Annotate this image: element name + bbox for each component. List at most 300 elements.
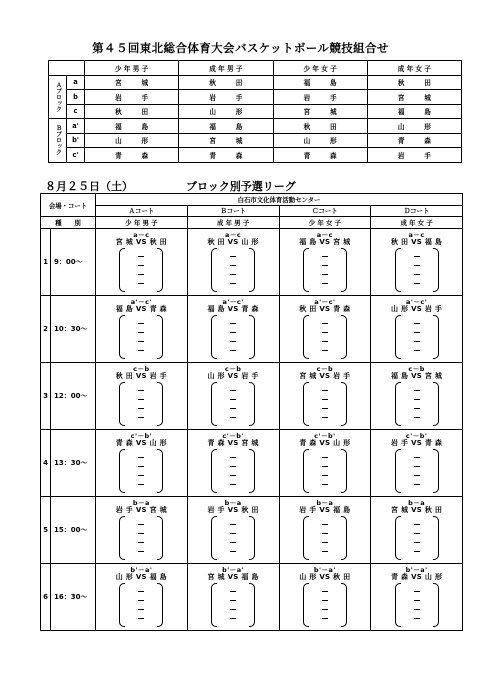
pairing-code: a－c [225, 230, 242, 239]
score-dash [230, 475, 236, 476]
score-dash [322, 332, 328, 333]
score-dash [230, 399, 236, 400]
score-dash [322, 551, 328, 552]
pairing-header: 少 年 男 子 [85, 61, 179, 76]
score-dash [138, 283, 144, 284]
score-dash [138, 551, 144, 552]
matchup: 宮 城 VS 秋 田 [115, 237, 167, 246]
game-cell [371, 295, 463, 362]
matchup: 福 島 VS 宮 城 [391, 371, 443, 380]
matchup: 宮 城 VS 福 島 [207, 572, 259, 581]
game-cell [96, 563, 188, 630]
left-bracket [211, 516, 217, 560]
pairing-code: a'－c' [314, 297, 336, 306]
score-dash [414, 551, 420, 552]
league-heading: ブロック別予選リーグ [186, 180, 296, 193]
score-box [119, 516, 163, 560]
pairing-code: a'－c' [222, 297, 244, 306]
slot-time: 13：30～ [54, 458, 88, 467]
right-bracket [341, 449, 347, 493]
pairing-code: c－b [316, 364, 334, 373]
team-cell: 秋 田 [273, 119, 367, 134]
team-slot: c [67, 104, 85, 119]
pairing-header-row [49, 61, 462, 76]
team-cell: 福 島 [273, 75, 367, 90]
team-cell: 福 島 [179, 119, 273, 134]
left-bracket [119, 248, 125, 292]
score-dash [414, 399, 420, 400]
left-bracket [303, 248, 309, 292]
score-dash [138, 457, 144, 458]
left-bracket [395, 382, 401, 426]
score-dash [414, 417, 420, 418]
left-bracket [395, 248, 401, 292]
left-bracket [119, 382, 125, 426]
game-cell [371, 496, 463, 563]
score-dash [230, 283, 236, 284]
score-dash [322, 323, 328, 324]
time-slot [41, 362, 96, 429]
score-dash [230, 466, 236, 467]
score-dash [230, 551, 236, 552]
pairing-corner [49, 61, 85, 76]
right-bracket [157, 449, 163, 493]
team-cell: 福 島 [85, 119, 179, 134]
team-slot: b [67, 90, 85, 105]
score-dash [414, 600, 420, 601]
left-bracket [119, 583, 125, 627]
time-slot-row [41, 563, 463, 630]
team-cell: 青 森 [367, 133, 461, 148]
score-dash [230, 323, 236, 324]
matchup: 青 森 VS 山 形 [391, 572, 443, 581]
category-header: 成 年 女 子 [371, 217, 463, 229]
pairing-row [49, 90, 462, 105]
matchup: 岩 手 VS 福 島 [299, 505, 351, 514]
game-cell [371, 429, 463, 496]
matchup: 山 形 VS 岩 手 [207, 371, 259, 380]
team-slot: c' [67, 148, 85, 163]
right-bracket [157, 583, 163, 627]
time-slot-row [41, 362, 463, 429]
score-box [211, 382, 255, 426]
score-dash [138, 408, 144, 409]
team-cell: 宮 城 [179, 133, 273, 148]
right-bracket [341, 583, 347, 627]
pairing-code: a－c [133, 230, 150, 239]
game-cell [96, 295, 188, 362]
date-heading: ８月２５日（土） [45, 180, 133, 193]
score-dash [414, 283, 420, 284]
time-slot-row [41, 228, 463, 295]
matchup: 青 森 VS 山 形 [299, 438, 351, 447]
score-dash [414, 475, 420, 476]
game-cell [279, 362, 371, 429]
right-bracket [433, 248, 439, 292]
team-slot: a' [67, 119, 85, 134]
category-label: 種 別 [41, 217, 96, 229]
game-cell [187, 563, 279, 630]
pairing-code: a－c [316, 230, 333, 239]
left-bracket [211, 248, 217, 292]
score-dash [230, 618, 236, 619]
right-bracket [157, 516, 163, 560]
game-cell [279, 228, 371, 295]
left-bracket [211, 449, 217, 493]
matchup: 秋 田 VS 福 島 [391, 237, 443, 246]
score-dash [322, 533, 328, 534]
score-dash [230, 390, 236, 391]
score-box [119, 248, 163, 292]
team-cell: 青 森 [85, 148, 179, 163]
score-dash [414, 256, 420, 257]
right-bracket [157, 382, 163, 426]
score-dash [322, 274, 328, 275]
right-bracket [341, 248, 347, 292]
team-cell: 秋 田 [179, 75, 273, 90]
score-dash [322, 600, 328, 601]
score-dash [322, 350, 328, 351]
score-dash [322, 408, 328, 409]
game-cell [279, 563, 371, 630]
slot-number: 5 [41, 497, 51, 563]
category-header: 成 年 男 子 [187, 217, 279, 229]
block-a-label: Ａブロック [49, 75, 67, 119]
pairing-code: c－b [408, 364, 425, 373]
score-dash [414, 618, 420, 619]
score-box [211, 583, 255, 627]
score-dash [230, 265, 236, 266]
schedule-table [40, 193, 463, 631]
score-box [211, 449, 255, 493]
score-dash [322, 591, 328, 592]
left-bracket [119, 449, 125, 493]
matchup: 青 森 VS 山 形 [115, 438, 167, 447]
right-bracket [433, 516, 439, 560]
right-bracket [341, 382, 347, 426]
time-slot-row [41, 496, 463, 563]
pairing-code: c'－b' [222, 431, 244, 440]
game-cell [187, 228, 279, 295]
score-dash [322, 390, 328, 391]
left-bracket [303, 516, 309, 560]
venue-label: 会場・コート [41, 194, 96, 217]
score-dash [322, 466, 328, 467]
score-box [119, 583, 163, 627]
matchup: 山 形 VS 岩 手 [391, 304, 443, 313]
pairing-code: c－b [133, 364, 150, 373]
matchup: 山 形 VS 福 島 [115, 572, 167, 581]
score-dash [230, 274, 236, 275]
score-dash [414, 609, 420, 610]
score-dash [414, 332, 420, 333]
right-bracket [249, 248, 255, 292]
score-dash [230, 350, 236, 351]
pairing-code: b'－a' [130, 565, 153, 574]
time-slot [41, 496, 96, 563]
matchup: 秋 田 VS 青 森 [299, 304, 351, 313]
game-cell [371, 228, 463, 295]
slot-number: 2 [41, 296, 51, 362]
matchup: 秋 田 VS 岩 手 [115, 371, 167, 380]
score-dash [322, 524, 328, 525]
pairing-row [49, 148, 462, 163]
left-bracket [303, 449, 309, 493]
game-cell [96, 228, 188, 295]
pairing-header: 成 年 男 子 [179, 61, 273, 76]
left-bracket [303, 315, 309, 359]
score-box [211, 315, 255, 359]
score-box [395, 315, 439, 359]
score-box [395, 382, 439, 426]
score-dash [230, 256, 236, 257]
score-box [395, 516, 439, 560]
pairing-code: c'－b' [405, 431, 428, 440]
right-bracket [249, 315, 255, 359]
pairing-code: b－a [408, 498, 426, 507]
pairing-code: c'－b' [314, 431, 336, 440]
score-box [303, 382, 347, 426]
score-box [395, 583, 439, 627]
score-dash [414, 390, 420, 391]
team-cell: 山 形 [367, 119, 461, 134]
score-dash [322, 256, 328, 257]
score-dash [138, 466, 144, 467]
score-dash [414, 591, 420, 592]
time-slot [41, 429, 96, 496]
right-bracket [157, 248, 163, 292]
pairing-code: c－b [224, 364, 242, 373]
left-bracket [303, 583, 309, 627]
pairing-code: b'－a' [222, 565, 245, 574]
matchup: 福 島 VS 青 森 [207, 304, 259, 313]
pairing-code: c'－b' [130, 431, 153, 440]
time-slot [41, 228, 96, 295]
left-bracket [395, 516, 401, 560]
court-header: Ｂコート [187, 205, 279, 217]
team-cell: 山 形 [179, 104, 273, 119]
left-bracket [211, 315, 217, 359]
pairing-table [48, 60, 462, 163]
score-box [395, 449, 439, 493]
score-dash [322, 475, 328, 476]
left-bracket [119, 516, 125, 560]
category-header: 少 年 女 子 [279, 217, 371, 229]
right-bracket [433, 449, 439, 493]
score-dash [138, 524, 144, 525]
score-dash [322, 484, 328, 485]
pairing-code: a－c [408, 230, 425, 239]
time-slot-row [41, 295, 463, 362]
score-dash [138, 323, 144, 324]
game-cell [187, 429, 279, 496]
team-cell: 山 形 [85, 133, 179, 148]
score-dash [414, 350, 420, 351]
team-cell: 岩 手 [367, 148, 461, 163]
score-dash [322, 265, 328, 266]
matchup: 福 島 VS 青 森 [115, 304, 167, 313]
score-dash [230, 591, 236, 592]
time-slot [41, 563, 96, 630]
slot-time: 10：30～ [54, 324, 88, 333]
left-bracket [395, 583, 401, 627]
team-cell: 宮 城 [273, 104, 367, 119]
matchup: 青 森 VS 宮 城 [207, 438, 259, 447]
score-dash [230, 332, 236, 333]
game-cell [96, 362, 188, 429]
slot-number: 6 [41, 564, 51, 630]
court-header: Ａコート [96, 205, 188, 217]
score-box [395, 248, 439, 292]
score-dash [138, 591, 144, 592]
score-dash [138, 265, 144, 266]
score-dash [138, 600, 144, 601]
matchup: 岩 手 VS 青 森 [391, 438, 443, 447]
pairing-code: b'－a' [313, 565, 336, 574]
score-dash [230, 408, 236, 409]
time-slot-row [41, 429, 463, 496]
score-dash [138, 256, 144, 257]
pairing-row [49, 119, 462, 134]
left-bracket [211, 583, 217, 627]
right-bracket [433, 382, 439, 426]
score-dash [230, 533, 236, 534]
game-cell [187, 496, 279, 563]
team-cell: 青 森 [179, 148, 273, 163]
score-box [211, 516, 255, 560]
category-row [41, 217, 463, 229]
slot-number: 4 [41, 430, 51, 496]
score-dash [414, 457, 420, 458]
score-dash [230, 341, 236, 342]
score-dash [138, 618, 144, 619]
score-dash [138, 475, 144, 476]
score-dash [414, 274, 420, 275]
matchup: 秋 田 VS 山 形 [207, 237, 259, 246]
score-dash [414, 466, 420, 467]
right-bracket [341, 315, 347, 359]
team-slot: b' [67, 133, 85, 148]
score-dash [230, 600, 236, 601]
score-dash [414, 484, 420, 485]
team-cell: 山 形 [273, 133, 367, 148]
game-cell [96, 429, 188, 496]
score-dash [138, 417, 144, 418]
score-dash [138, 399, 144, 400]
team-cell: 秋 田 [367, 75, 461, 90]
block-b-label: Ｂブロック [49, 119, 67, 163]
matchup: 山 形 VS 秋 田 [299, 572, 351, 581]
slot-time: 15：00～ [54, 525, 88, 534]
slot-number: 3 [41, 363, 51, 429]
score-dash [138, 350, 144, 351]
matchup: 岩 手 VS 秋 田 [207, 505, 259, 514]
left-bracket [395, 315, 401, 359]
slot-number: 1 [41, 229, 51, 295]
pairing-row [49, 104, 462, 119]
score-dash [230, 417, 236, 418]
score-dash [138, 484, 144, 485]
team-cell: 岩 手 [179, 90, 273, 105]
game-cell [279, 429, 371, 496]
court-header: Ｃコート [279, 205, 371, 217]
score-box [211, 248, 255, 292]
team-cell: 福 島 [367, 104, 461, 119]
team-cell: 宮 城 [367, 90, 461, 105]
game-cell [371, 563, 463, 630]
game-cell [371, 362, 463, 429]
score-dash [138, 341, 144, 342]
pairing-code: b－a [224, 498, 242, 507]
pairing-row [49, 75, 462, 90]
venue-name: 白石市文化体育活動センター [96, 194, 463, 206]
right-bracket [249, 516, 255, 560]
game-cell [96, 496, 188, 563]
right-bracket [249, 382, 255, 426]
pairing-code: a'－c' [406, 297, 428, 306]
pairing-header: 少 年 女 子 [273, 61, 367, 76]
score-dash [322, 618, 328, 619]
team-cell: 岩 手 [273, 90, 367, 105]
score-dash [322, 399, 328, 400]
team-cell: 青 森 [273, 148, 367, 163]
team-slot: a [67, 75, 85, 90]
pairing-code: b'－a' [405, 565, 428, 574]
left-bracket [211, 382, 217, 426]
game-cell [279, 496, 371, 563]
score-dash [414, 408, 420, 409]
venue-row [41, 194, 463, 206]
pairing-code: b－a [316, 498, 334, 507]
score-box [303, 248, 347, 292]
score-dash [414, 265, 420, 266]
pairing-header: 成 年 女 子 [367, 61, 461, 76]
score-dash [138, 332, 144, 333]
right-bracket [433, 315, 439, 359]
score-dash [322, 417, 328, 418]
court-header: Ｄコート [371, 205, 463, 217]
right-bracket [249, 449, 255, 493]
game-cell [279, 295, 371, 362]
score-dash [414, 524, 420, 525]
slot-time: 9：00～ [54, 257, 83, 266]
game-cell [187, 362, 279, 429]
score-dash [414, 323, 420, 324]
score-dash [138, 390, 144, 391]
right-bracket [341, 516, 347, 560]
score-dash [322, 341, 328, 342]
matchup: 宮 城 VS 岩 手 [299, 371, 351, 380]
score-dash [230, 484, 236, 485]
score-box [303, 315, 347, 359]
score-box [119, 449, 163, 493]
score-dash [230, 609, 236, 610]
matchup: 岩 手 VS 宮 城 [115, 505, 167, 514]
team-cell: 宮 城 [85, 75, 179, 90]
time-slot [41, 295, 96, 362]
game-cell [187, 295, 279, 362]
right-bracket [249, 583, 255, 627]
score-dash [414, 542, 420, 543]
slot-time: 16：30～ [54, 592, 88, 601]
score-box [303, 583, 347, 627]
score-box [303, 516, 347, 560]
category-header: 少 年 男 子 [96, 217, 188, 229]
slot-time: 12：00～ [54, 391, 88, 400]
score-dash [230, 524, 236, 525]
score-dash [322, 609, 328, 610]
team-cell: 秋 田 [85, 104, 179, 119]
